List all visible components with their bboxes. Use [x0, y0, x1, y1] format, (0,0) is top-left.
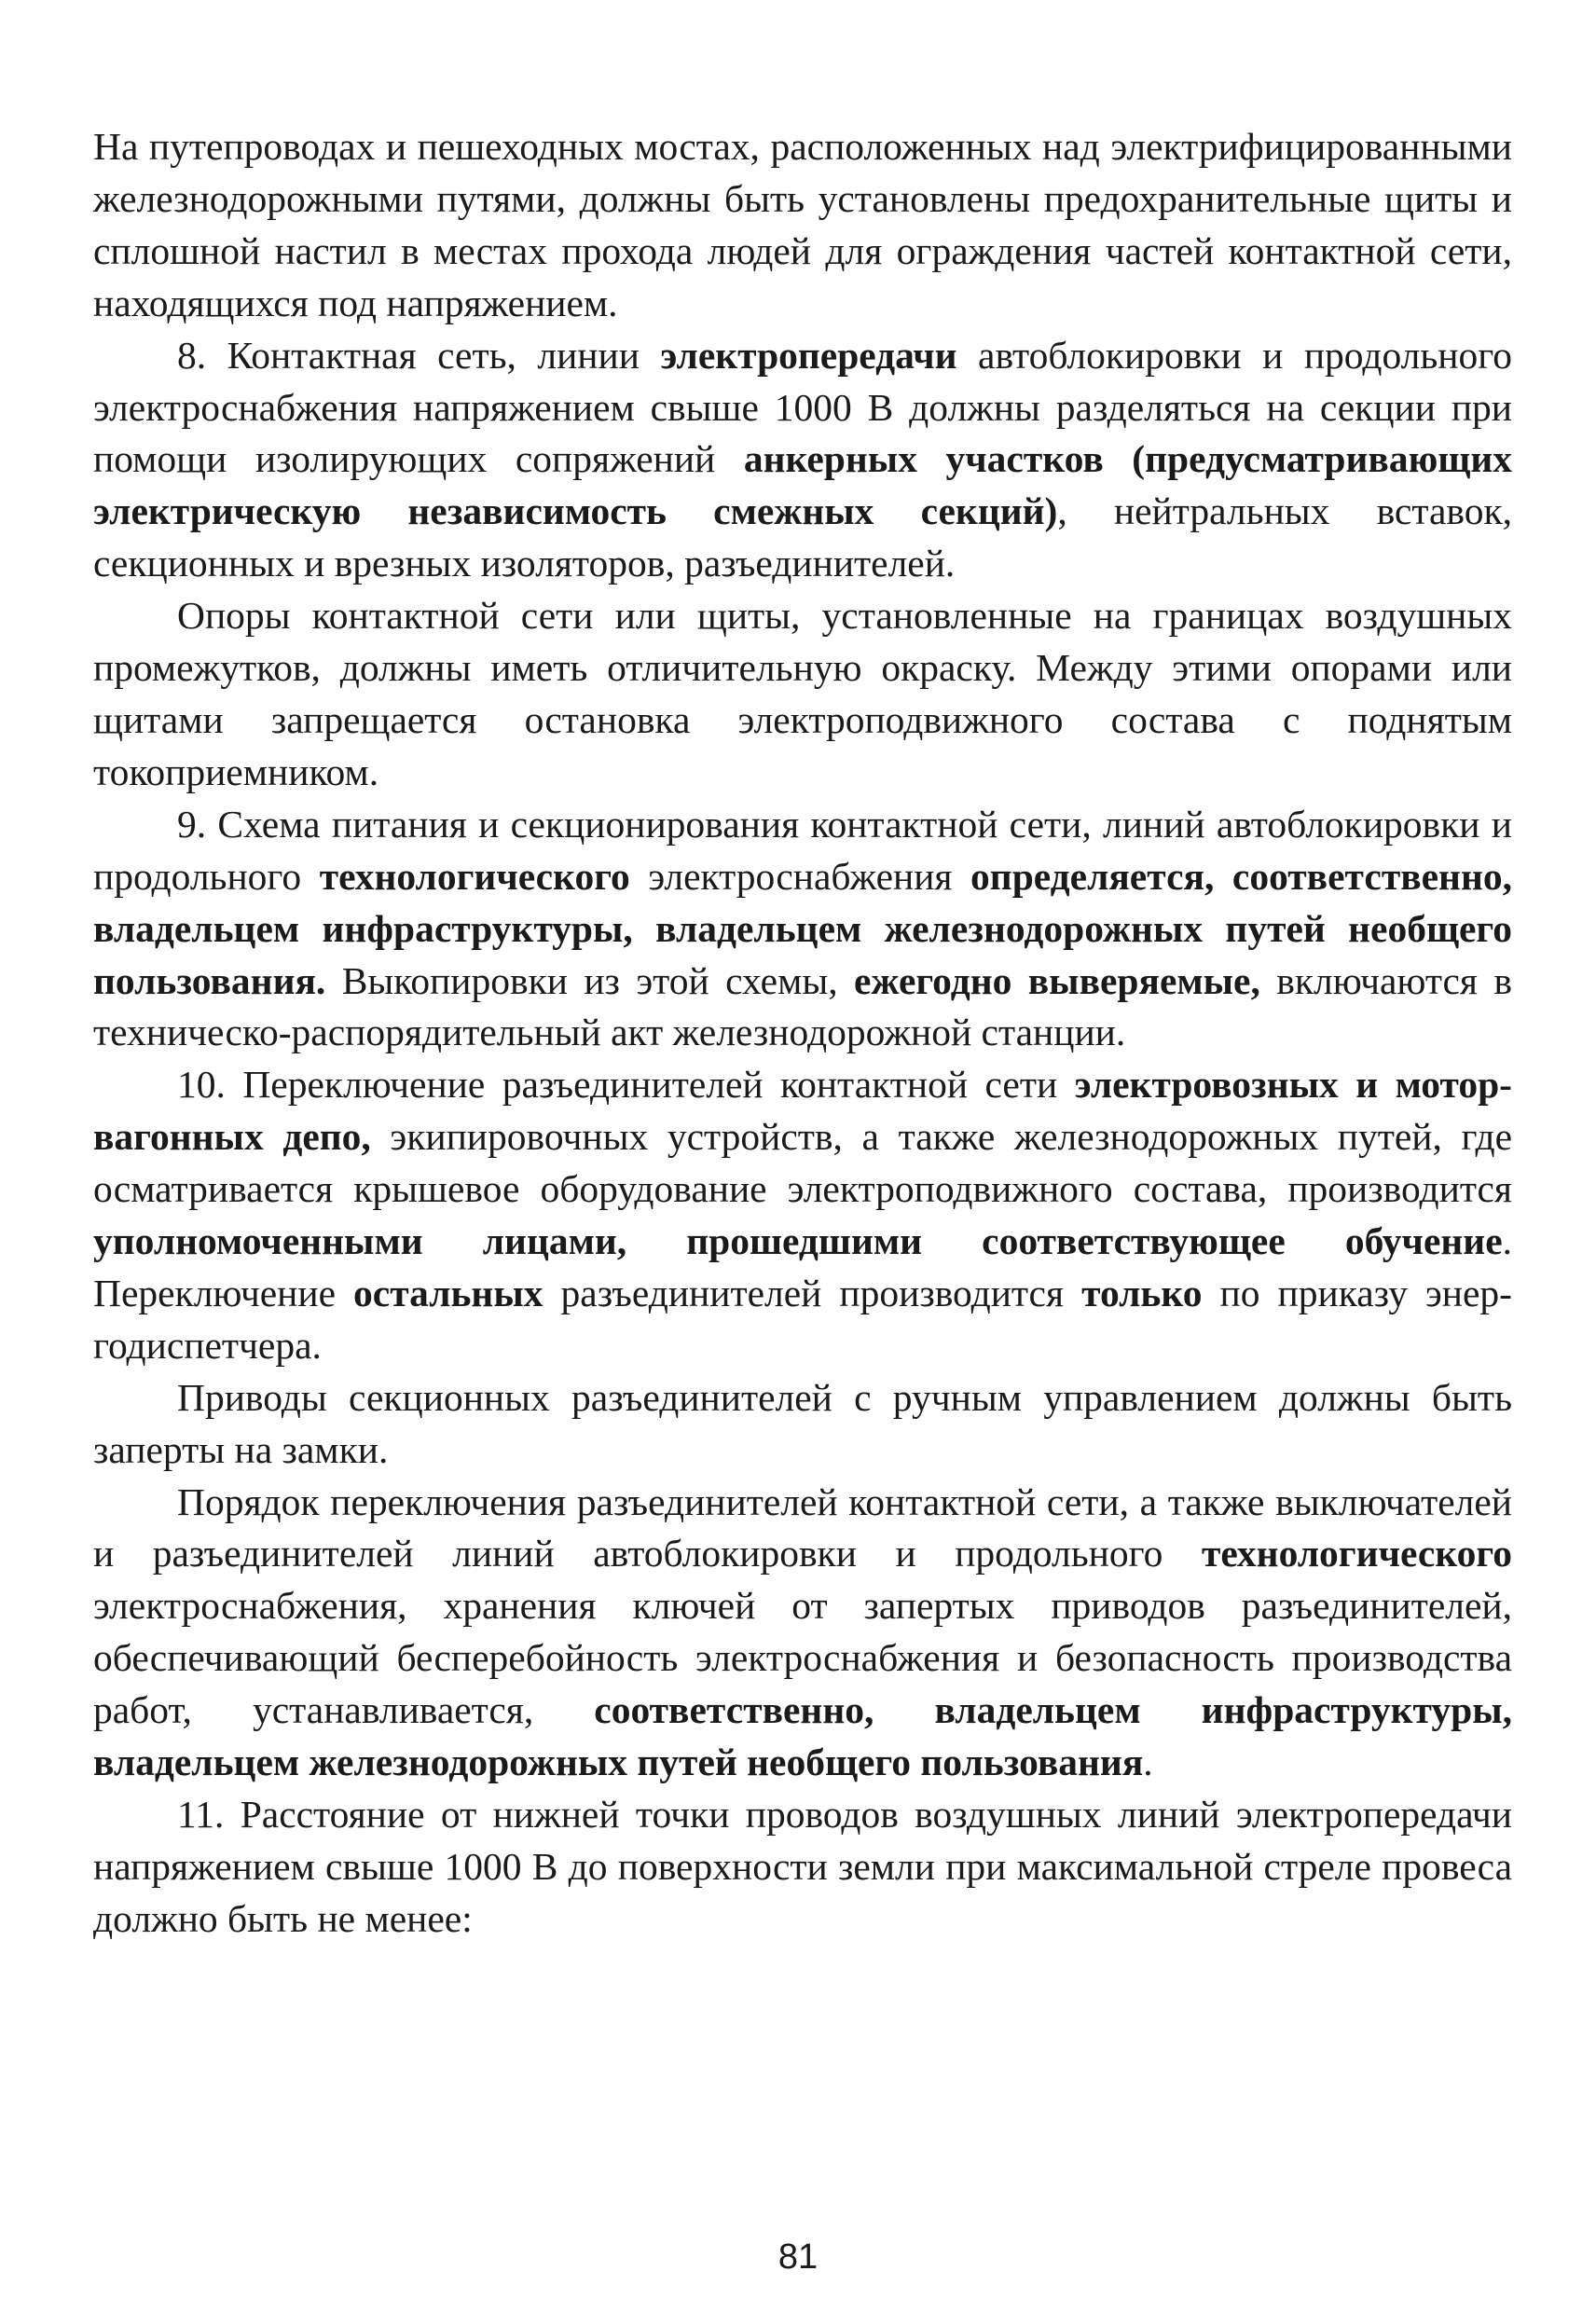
bold-text: ежегодно выверяемые, — [853, 958, 1260, 1002]
paragraph — [93, 590, 1512, 799]
text-segment: . — [1143, 1741, 1153, 1784]
paragraph — [93, 330, 1512, 591]
text-segment: На путепроводах и пешеходных мостах, расположенных над электрифицированными железнодорожными путями, должны быть установлены предохранительные щиты и сплошной настил в местах прохода людей для ограждения частей контактной сети, находящихся под напряжением. — [93, 125, 1512, 324]
text-segment: электроснабжения — [629, 854, 971, 898]
paragraph — [93, 1789, 1512, 1946]
text-segment: экипировочных устройств, а также железнодорожных путей, где осматривается крышевое оборудование электроподвижного состава, производится — [93, 1115, 1512, 1211]
page-number: 81 — [777, 2237, 819, 2277]
text-segment: Выкопировки из этой схемы, — [325, 958, 854, 1002]
body-text — [93, 121, 1512, 1946]
bold-text: соответственно, владельцем инфраструктуры, владельцем железнодорожных путей необщего пользования — [93, 1688, 1512, 1784]
bold-text: анкерных участков (предусматривающих электрическую независимость смежных секций) — [93, 437, 1512, 533]
paragraph — [93, 1059, 1512, 1371]
paragraph — [93, 1477, 1512, 1789]
bold-text: технологического — [1201, 1532, 1512, 1576]
text-segment: разъединителей производится — [543, 1271, 1082, 1314]
text-segment: автоблокировки и продольного электроснабжения напряжением свыше 1000 В должны разделяться на секции при помощи изолирующих сопряжений — [93, 333, 1513, 481]
text-segment: включаются в техническо-распорядительный акт железнодорожной станции. — [93, 958, 1512, 1054]
bold-text: электропередачи — [660, 333, 957, 377]
text-segment: 11. Расстояние от нижней точки проводов воздушных линий электропередачи напряжением свыше 1000 В до поверхности земли при максимальной стреле провеса должно быть не менее: — [93, 1793, 1512, 1940]
text-segment: по приказу энергодиспетчера. — [93, 1271, 1512, 1367]
bold-text: остальных — [353, 1271, 543, 1314]
bold-text: только — [1081, 1271, 1203, 1314]
paragraph — [93, 1372, 1512, 1477]
text-segment: Опоры контактной сети или щиты, установленные на границах воздушных промежутков, должны иметь отличительную окраску. Между этими опорами или щитами запрещается остановка электроподвижного состава с поднятым токоприемником. — [93, 594, 1512, 793]
text-segment: , нейтральных вставок, секционных и врезных изоляторов, разъединителей. — [93, 489, 1512, 585]
text-segment: Приводы секционных разъединителей с ручным управлением должны быть заперты на замки. — [93, 1375, 1512, 1471]
paragraph — [93, 121, 1512, 330]
text-segment: электроснабжения, хранения ключей от запертых приводов разъединителей, обеспечивающий бесперебойность электроснабжения и безопасность производства работ, устанавливается, — [93, 1584, 1512, 1732]
bold-text: уполномоченными лицами, прошедшими соответствующее обучение — [93, 1219, 1503, 1263]
paragraph — [93, 799, 1512, 1060]
bold-text: технологического — [319, 854, 630, 898]
text-segment: . Переключение — [93, 1219, 1512, 1314]
text-segment: 8. Контактная сеть, линии — [177, 333, 661, 377]
text-segment: Порядок переключения разъединителей контактной сети, а также выключателей и разъединителей линий автоблокировки и продольного — [93, 1479, 1512, 1576]
bold-text: определяется, соответственно, владельцем инфраструктуры, владельцем железнодорожных путей необщего пользования. — [93, 854, 1512, 1002]
text-segment: 9. Схема питания и секционирования контактной сети, линий автоблокировки и продольного — [93, 802, 1512, 898]
bold-text: электровозных и мотор-вагонных депо, — [93, 1063, 1512, 1159]
text-segment: 10. Переключение разъединителей контактной сети — [177, 1063, 1075, 1107]
